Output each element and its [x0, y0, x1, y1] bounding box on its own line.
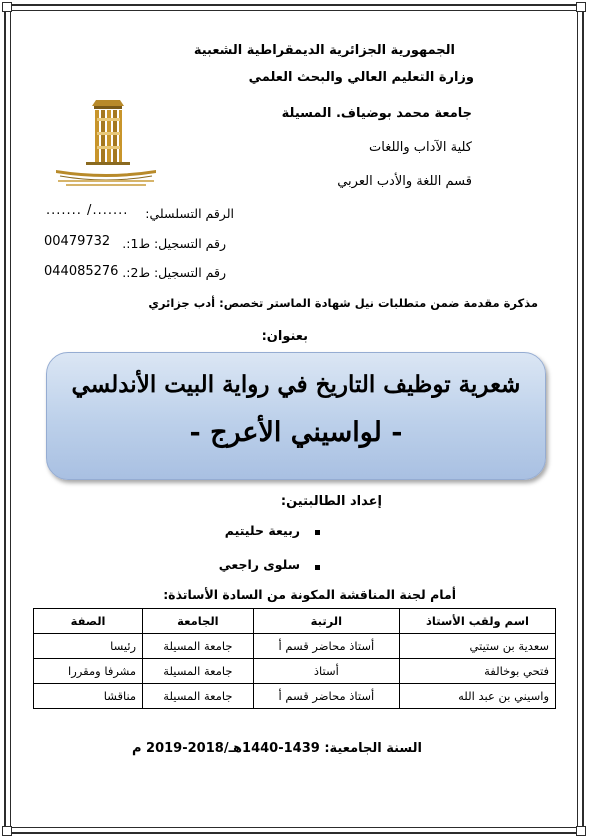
- students-label: إعداد الطالبتين:: [280, 494, 382, 509]
- registration-1-value: 00479732: [44, 234, 111, 249]
- border-corner: [576, 2, 586, 12]
- column-header-role: الصفة: [34, 609, 143, 634]
- cell-role: رئيسا: [34, 634, 143, 659]
- serial-number-label: الرقم التسلسلي:: [145, 206, 234, 221]
- registration-2-value: 044085276: [44, 264, 119, 279]
- registration-2-label: رقم التسجيل: ط2:.: [122, 265, 226, 280]
- faculty-heading: كلية الآداب واللغات: [369, 140, 472, 155]
- memo-statement: مذكرة مقدمة ضمن متطلبات نيل شهادة الماستر تخصص: أدب جزائري: [148, 296, 538, 310]
- registration-1-label: رقم التسجيل: ط1:.: [122, 236, 226, 251]
- cell-role: مناقشا: [34, 684, 143, 709]
- cell-rank: أستاذ محاضر قسم أ: [253, 684, 399, 709]
- cell-name: سعدية بن ستيتي: [400, 634, 556, 659]
- student-name: سلوى راجعي: [218, 557, 300, 572]
- cell-rank: أستاذ محاضر قسم أ: [253, 634, 399, 659]
- column-header-rank: الرتبة: [253, 609, 399, 634]
- committee-label: أمام لجنة المناقشة المكونة من السادة الأساتذة:: [163, 587, 456, 602]
- thesis-author-subject: - لواسيني الأعرج -: [189, 417, 403, 448]
- cell-role: مشرفا ومقررا: [34, 659, 143, 684]
- ministry-heading: وزارة التعليم العالي والبحث العلمي: [248, 70, 474, 85]
- committee-table: [33, 608, 556, 709]
- border-corner: [576, 826, 586, 836]
- cell-name: فتحي بوخالفة: [400, 659, 556, 684]
- table-row: [34, 659, 556, 684]
- table-row: [34, 684, 556, 709]
- university-heading: جامعة محمد بوضياف. المسيلة: [281, 106, 472, 121]
- republic-heading: الجمهورية الجزائرية الديمقراطية الشعبية: [193, 43, 455, 58]
- university-logo-icon: [46, 92, 166, 192]
- cell-name: واسيني بن عبد الله: [400, 684, 556, 709]
- department-heading: قسم اللغة والأدب العربي: [337, 174, 472, 189]
- serial-number-value: ....... /.......: [46, 203, 129, 218]
- cell-rank: أستاذ: [253, 659, 399, 684]
- border-corner: [2, 2, 12, 12]
- title-banner: [46, 352, 546, 480]
- student-name: ربيعة حليتيم: [224, 523, 300, 538]
- cell-university: جامعة المسيلة: [143, 684, 254, 709]
- title-label: بعنوان:: [261, 329, 308, 344]
- bullet-icon: [315, 530, 320, 535]
- cell-university: جامعة المسيلة: [143, 659, 254, 684]
- table-row: [34, 634, 556, 659]
- column-header-name: اسم ولقب الأستاذ: [400, 609, 556, 634]
- column-header-university: الجامعة: [143, 609, 254, 634]
- thesis-title: شعرية توظيف التاريخ في رواية البيت الأندلسي: [71, 371, 521, 398]
- bullet-icon: [315, 565, 320, 570]
- academic-year: السنة الجامعية: 1439-1440هـ/2018-2019 م: [131, 741, 422, 756]
- table-header-row: [34, 609, 556, 634]
- border-corner: [2, 826, 12, 836]
- cell-university: جامعة المسيلة: [143, 634, 254, 659]
